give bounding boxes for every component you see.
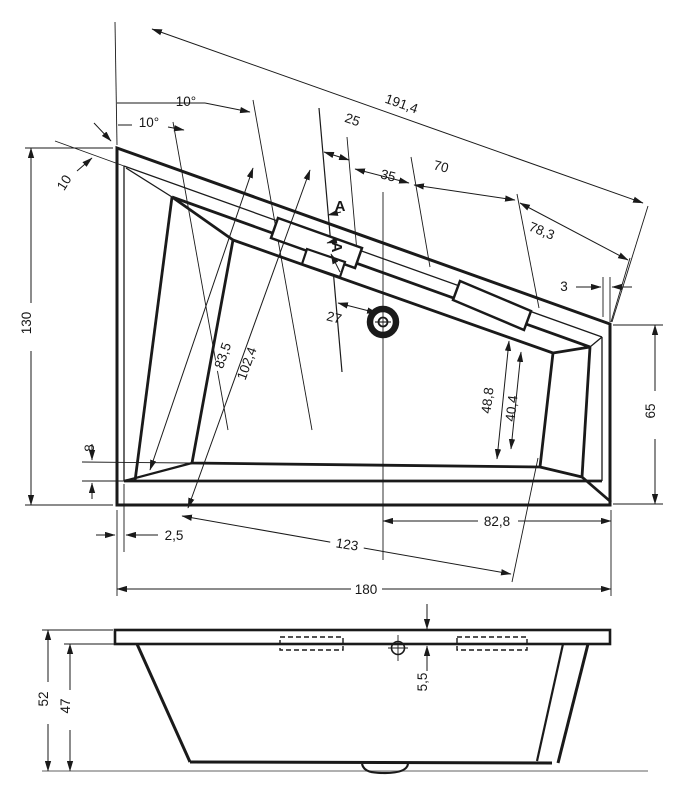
dim-label-2-5: 2,5 xyxy=(164,528,184,543)
section-label-a2: A xyxy=(328,241,345,253)
label-backers xyxy=(23,303,663,597)
dim-label-35: 35 xyxy=(378,166,398,185)
dim-label-191-4: 191,4 xyxy=(383,91,420,117)
dim-label-48-8: 48,8 xyxy=(478,386,497,415)
section-label-a1: A xyxy=(334,198,346,215)
dim-label-78-3: 78,3 xyxy=(526,218,557,243)
dim-label-3: 3 xyxy=(560,279,568,294)
dim-label-8: 8 xyxy=(82,444,97,452)
dim-label-180: 180 xyxy=(354,582,378,597)
dim-label-47: 47 xyxy=(58,698,73,714)
dim-label-102-4: 102,4 xyxy=(233,345,260,382)
angle-label-lower: 10° xyxy=(138,115,160,130)
dim-label-123: 123 xyxy=(334,535,360,554)
side-view-linework xyxy=(42,630,648,773)
dim-label-40-4: 40,4 xyxy=(502,394,521,423)
drain-marker-side xyxy=(388,635,408,661)
plan-bowl xyxy=(124,197,611,502)
dim-label-65: 65 xyxy=(643,403,658,419)
dim-label-83-5: 83,5 xyxy=(211,340,235,371)
dim-label-10: 10 xyxy=(53,172,75,193)
angle-label-upper: 10° xyxy=(175,94,197,109)
dim-label-5-5: 5,5 xyxy=(415,672,430,692)
dim-label-25: 25 xyxy=(342,110,363,130)
dim-label-52: 52 xyxy=(36,691,51,707)
dim-label-70: 70 xyxy=(431,157,451,176)
dim-label-130: 130 xyxy=(19,311,34,335)
dim-label-82-8: 82,8 xyxy=(483,514,511,529)
dim-label-27: 27 xyxy=(324,308,344,327)
